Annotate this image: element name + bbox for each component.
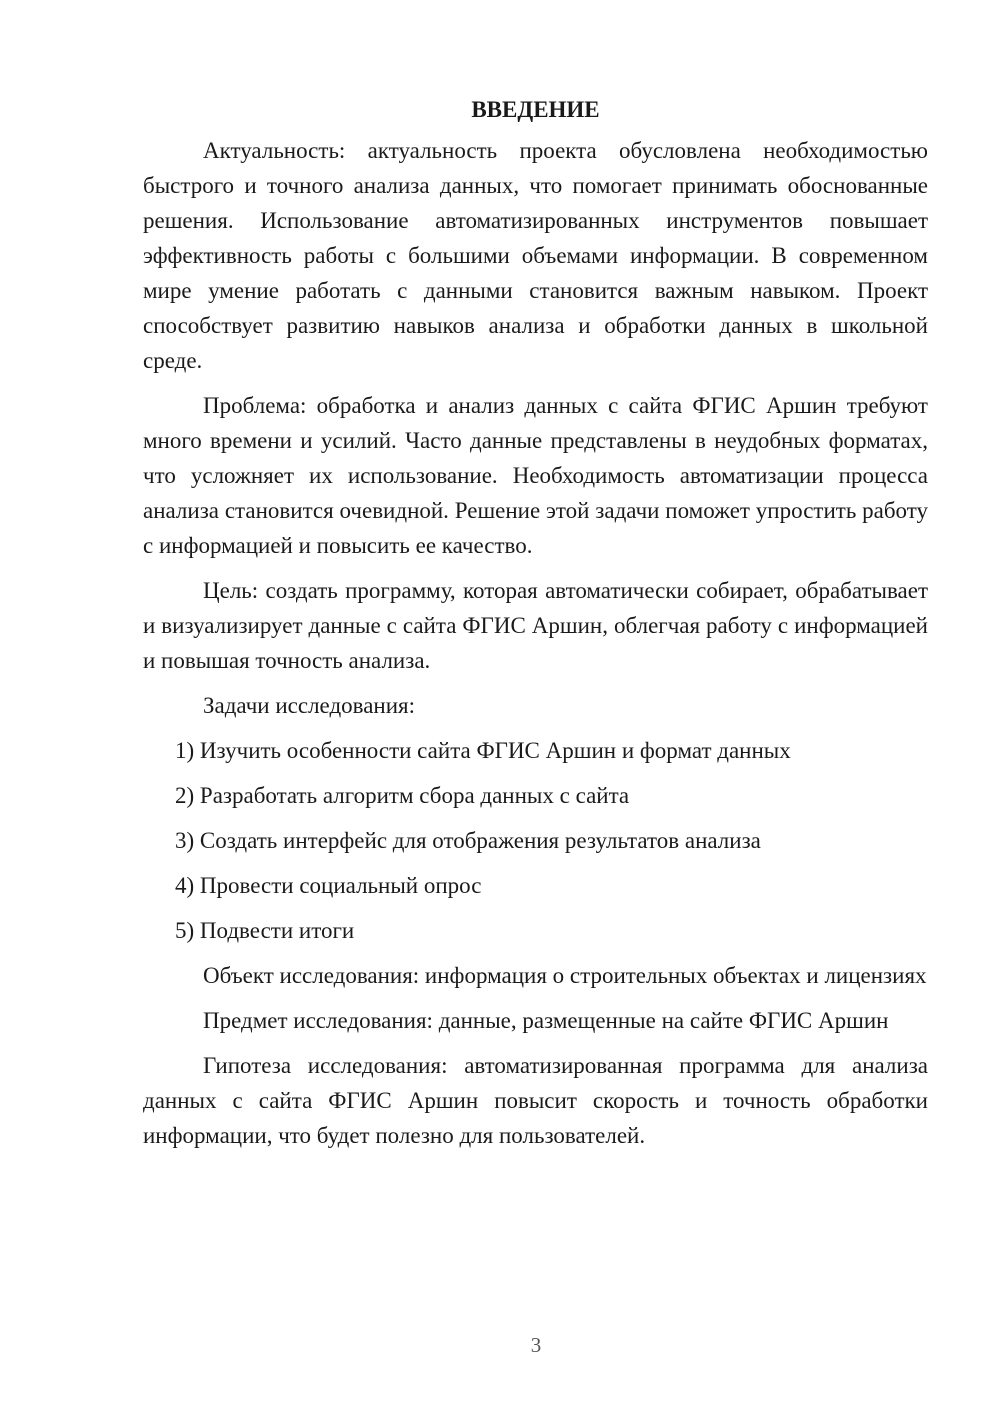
tasks-heading: Задачи исследования: [203, 693, 416, 718]
task-item: 3) Создать интерфейс для отображения результатов анализа [175, 828, 761, 853]
task-item: 2) Разработать алгоритм сбора данных с сайта [175, 783, 630, 808]
subject-paragraph: Предмет исследования: данные, размещенные на сайте ФГИС Аршин [203, 1008, 889, 1033]
task-item: 1) Изучить особенности сайта ФГИС Аршин и формат данных [175, 738, 791, 763]
page-number: 3 [530, 1333, 542, 1357]
task-item: 4) Провести социальный опрос [175, 873, 482, 898]
object-paragraph: Объект исследования: информация о строительных объектах и лицензиях [203, 963, 927, 988]
task-list [143, 733, 928, 948]
relevance-paragraph: Актуальность: актуальность проекта обусловлена необходимостью быстрого и точного анализа данных, что помогает принимать обоснованные решения. Использование автоматизированных инструментов повышает эффективность работы с большими объемами информации. В современном мире умение работать с данными становится важным навыком. Проект способствует развитию навыков анализа и обработки данных в школьной среде. [143, 138, 928, 373]
document-page [143, 92, 928, 1163]
hypothesis-paragraph: Гипотеза исследования: автоматизированная программа для анализа данных с сайта ФГИС Аршин повысит скорость и точность обработки информации, что будет полезно для пользователей. [143, 1053, 928, 1148]
section-title: ВВЕДЕНИЕ [471, 97, 600, 122]
problem-paragraph: Проблема: обработка и анализ данных с сайта ФГИС Аршин требуют много времени и усилий. Часто данные представлены в неудобных форматах, что усложняет их использование. Необходимость автоматизации процесса анализа становится очевидной. Решение этой задачи поможет упростить работу с информацией и повысить ее качество. [143, 393, 928, 558]
task-item: 5) Подвести итоги [175, 918, 355, 943]
goal-paragraph: Цель: создать программу, которая автоматически собирает, обрабатывает и визуализирует данные с сайта ФГИС Аршин, облегчая работу с информацией и повышая точность анализа. [143, 578, 928, 673]
